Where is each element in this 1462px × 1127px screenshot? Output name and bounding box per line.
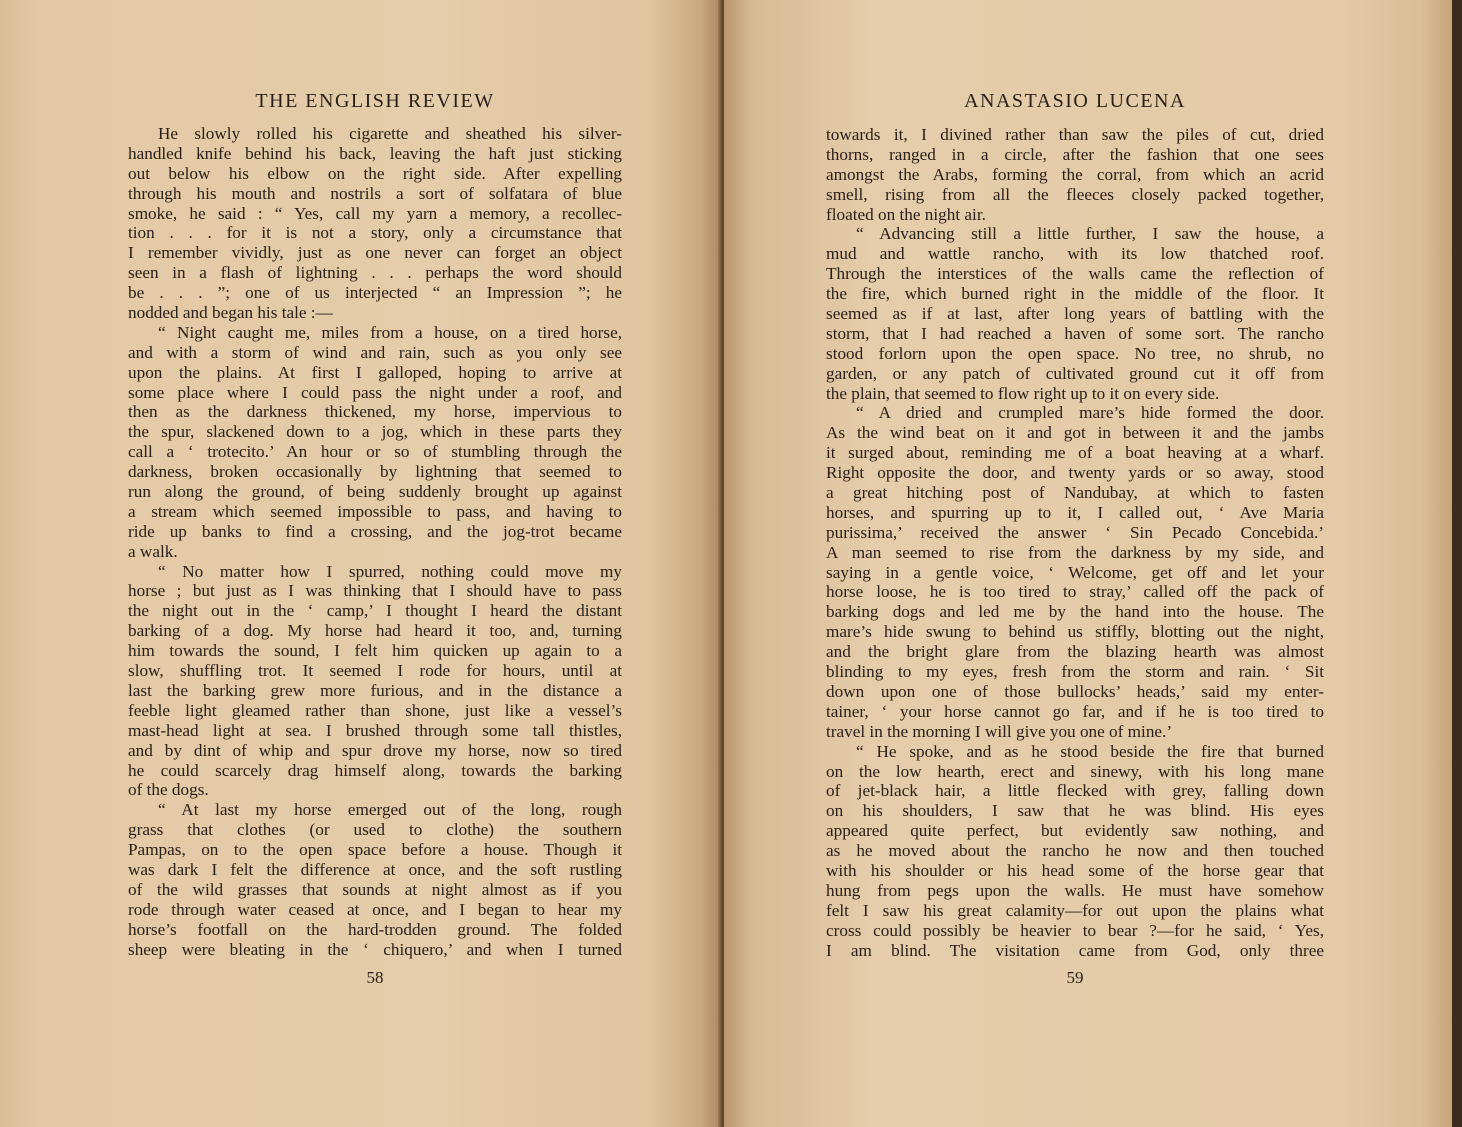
text-line: mare’s hide swung to behind us stiffly, blotting out the night, bbox=[826, 622, 1324, 642]
text-line: of jet-black hair, a little flecked with grey, falling down bbox=[826, 781, 1324, 801]
text-line: some place where I could pass the night under a roof, and bbox=[128, 382, 622, 402]
text-line: the plain, that seemed to flow right up to it on every side. bbox=[826, 383, 1220, 403]
text-line: mast-head light at sea. I brushed through some tall thistles, bbox=[128, 720, 622, 740]
text-line: “ He spoke, and as he stood beside the fire that burned bbox=[856, 741, 1324, 761]
text-line: be . . . ”; one of us interjected “ an Impression ”; he bbox=[128, 283, 622, 303]
text-line: tainer, ‘ your horse cannot go far, and if he is too tired to bbox=[826, 701, 1324, 721]
text-line: ride up banks to find a crossing, and the jog-trot became bbox=[128, 521, 622, 541]
text-line: him towards the sound, I felt him quicken up again to a bbox=[128, 641, 622, 661]
page-number: 58 bbox=[366, 968, 384, 987]
text-line: thorns, ranged in a circle, after the fashion that one sees bbox=[826, 144, 1324, 164]
text-line: barking of a dog. My horse had heard it too, and, turning bbox=[128, 621, 622, 641]
body-text bbox=[826, 125, 1324, 960]
text-line: blinding to my eyes, fresh from the storm and rain. ‘ Sit bbox=[826, 662, 1324, 682]
text-line: horse ; but just as I was thinking that I should have to pass bbox=[128, 581, 622, 601]
page-number: 59 bbox=[1066, 968, 1084, 987]
text-line: saying in a gentle voice, ‘ Welcome, get off and let your bbox=[826, 562, 1324, 582]
text-line: the fire, which burned right in the middle of the floor. It bbox=[826, 284, 1324, 304]
text-line: “ Night caught me, miles from a house, on a tired horse, bbox=[158, 322, 622, 342]
text-line: smoke, he said : “ Yes, call my yarn a memory, a recollec- bbox=[128, 203, 622, 223]
text-line: hung from pegs upon the walls. He must have somehow bbox=[826, 880, 1324, 900]
text-line: I remember vividly, just as one never can forget an object bbox=[128, 243, 622, 263]
text-line: smell, rising from all the fleeces closely packed together, bbox=[826, 184, 1324, 204]
text-line: horses, and spurring up to it, I called out, ‘ Ave Maria bbox=[826, 502, 1324, 522]
text-line: I am blind. The visitation came from God, only three bbox=[826, 940, 1324, 960]
text-line: Pampas, on to the open space before a house. Though it bbox=[128, 840, 622, 860]
text-line: sheep were bleating in the ‘ chiquero,’ and when I turned bbox=[128, 939, 622, 959]
text-line: upon the plains. At first I galloped, hoping to arrive at bbox=[128, 362, 622, 382]
text-line: horse’s footfall on the hard-trodden ground. The folded bbox=[128, 919, 622, 939]
text-line: “ Advancing still a little further, I saw the house, a bbox=[856, 224, 1324, 244]
text-line: He slowly rolled his cigarette and sheathed his silver- bbox=[158, 124, 622, 143]
text-line: “ A dried and crumpled mare’s hide formed the door. bbox=[856, 403, 1324, 423]
text-line: Right opposite the door, and twenty yards or so away, stood bbox=[826, 463, 1324, 483]
text-line: grass that clothes (or used to clothe) the southern bbox=[128, 820, 622, 840]
text-line: barking dogs and led me by the hand into the house. The bbox=[826, 602, 1324, 622]
text-line: amongst the Arabs, forming the corral, from which an acrid bbox=[826, 164, 1324, 184]
text-line: on the low hearth, erect and sinewy, with his long mane bbox=[826, 761, 1324, 781]
body-text bbox=[128, 124, 622, 959]
text-line: as he moved about the rancho he now and then touched bbox=[826, 841, 1324, 861]
text-line: seen in a flash of lightning . . . perhaps the word should bbox=[128, 263, 622, 283]
text-line: tion . . . for it is not a story, only a circumstance that bbox=[128, 223, 622, 243]
running-head: ANASTASIO LUCENA bbox=[964, 90, 1186, 112]
text-line: was dark I felt the difference at once, and the soft rustling bbox=[128, 859, 622, 879]
text-line: horse loose, he is too tired to stray,’ called off the pack of bbox=[826, 582, 1324, 602]
text-line: and with a storm of wind and rain, such as you only see bbox=[128, 342, 622, 362]
text-line: towards it, I divined rather than saw the piles of cut, dried bbox=[826, 125, 1324, 144]
running-head: THE ENGLISH REVIEW bbox=[255, 90, 495, 112]
right-page bbox=[724, 0, 1452, 1127]
text-line: stood forlorn upon the open space. No tree, no shrub, no bbox=[826, 343, 1324, 363]
book-edge bbox=[1452, 0, 1462, 1127]
text-line: and by dint of whip and spur drove my horse, now so tired bbox=[128, 740, 622, 760]
text-line: appeared quite perfect, but evidently saw nothing, and bbox=[826, 821, 1324, 841]
text-line: “ No matter how I spurred, nothing could move my bbox=[158, 561, 622, 581]
left-page bbox=[0, 0, 722, 1127]
text-line: handled knife behind his back, leaving the haft just sticking bbox=[128, 143, 622, 163]
text-line: Through the interstices of the walls came the reflection of bbox=[826, 264, 1324, 284]
text-line: a great hitching post of Nandubay, at which to fasten bbox=[826, 483, 1324, 503]
text-line: felt I saw his great calamity—for out upon the plains what bbox=[826, 900, 1324, 920]
text-line: A man seemed to rise from the darkness by my side, and bbox=[826, 542, 1324, 562]
text-line: the night out in the ‘ camp,’ I thought I heard the distant bbox=[128, 601, 622, 621]
text-line: travel in the morning I will give you one of mine.’ bbox=[826, 721, 1173, 741]
text-line: and the bright glare from the blazing hearth was almost bbox=[826, 642, 1324, 662]
text-line: then as the darkness thickened, my horse, impervious to bbox=[128, 402, 622, 422]
text-line: through his mouth and nostrils a sort of solfatara of blue bbox=[128, 183, 622, 203]
text-line: rode through water ceased at once, and I began to hear my bbox=[128, 899, 622, 919]
text-line: seemed as if at last, after long years of battling with the bbox=[826, 304, 1324, 324]
text-line: mud and wattle rancho, with its low thatched roof. bbox=[826, 244, 1324, 264]
text-line: storm, that I had reached a haven of some sort. The rancho bbox=[826, 323, 1324, 343]
text-line: a walk. bbox=[128, 541, 178, 561]
text-line: the spur, slackened down to a jog, which in these parts they bbox=[128, 422, 622, 442]
text-line: floated on the night air. bbox=[826, 204, 986, 224]
text-line: he could scarcely drag himself along, towards the barking bbox=[128, 760, 622, 780]
text-line: nodded and began his tale :— bbox=[128, 303, 333, 323]
text-line: it surged about, reminding me of a boat heaving at a wharf. bbox=[826, 443, 1324, 463]
text-line: last the barking grew more furious, and in the distance a bbox=[128, 680, 622, 700]
text-line: slow, shuffling trot. It seemed I rode for hours, until at bbox=[128, 661, 622, 681]
text-line: on his shoulders, I saw that he was blind. His eyes bbox=[826, 801, 1324, 821]
text-line: As the wind beat on it and got in between it and the jambs bbox=[826, 423, 1324, 443]
text-line: call a ‘ trotecito.’ An hour or so of stumbling through the bbox=[128, 442, 622, 462]
text-line: cross could possibly be heavier to bear ?—for he said, ‘ Yes, bbox=[826, 920, 1324, 940]
text-line: run along the ground, of being suddenly brought up against bbox=[128, 482, 622, 502]
text-line: feeble light gleamed rather than shone, just like a vessel’s bbox=[128, 700, 622, 720]
text-line: of the wild grasses that sounds at night almost as if you bbox=[128, 879, 622, 899]
text-line: of the dogs. bbox=[128, 780, 209, 800]
text-line: a stream which seemed impossible to pass, and having to bbox=[128, 501, 622, 521]
text-line: darkness, broken occasionally by lightning that seemed to bbox=[128, 462, 622, 482]
text-line: garden, or any patch of cultivated ground cut it off from bbox=[826, 363, 1324, 383]
text-line: down upon one of those bullocks’ heads,’ said my enter- bbox=[826, 681, 1324, 701]
text-line: with his shoulder or his head some of the horse gear that bbox=[826, 860, 1324, 880]
text-line: “ At last my horse emerged out of the long, rough bbox=[158, 800, 622, 820]
text-line: purissima,’ received the answer ‘ Sin Pecado Concebida.’ bbox=[826, 522, 1324, 542]
text-line: out below his elbow on the right side. After expelling bbox=[128, 163, 622, 183]
